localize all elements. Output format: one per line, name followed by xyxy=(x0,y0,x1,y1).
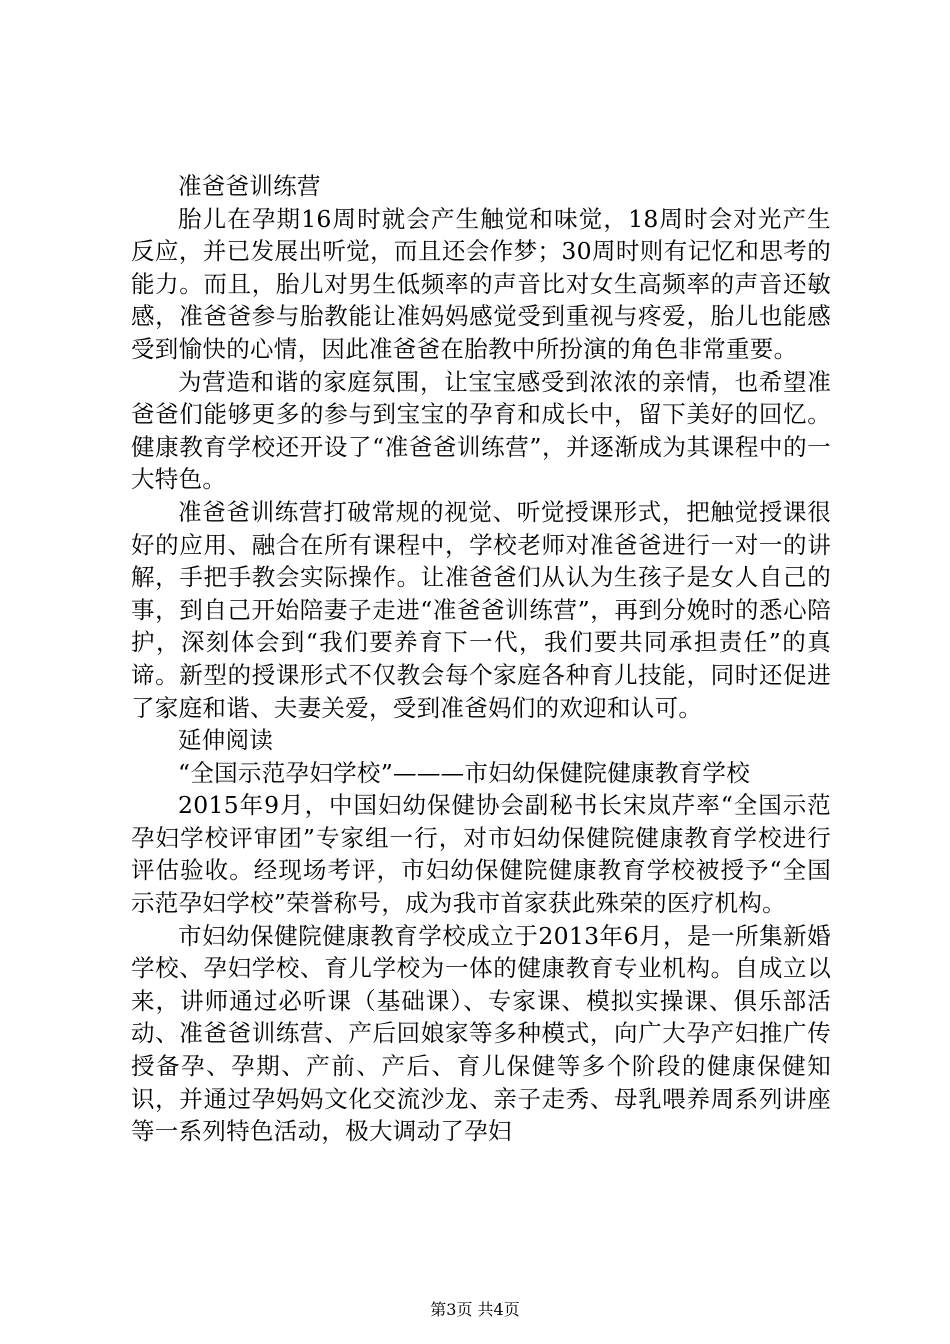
paragraph-school-intro: 市妇幼保健院健康教育学校成立于2013年6月，是一所集新婚学校、孕妇学校、育儿学校为一体的健康教育专业机构。自成立以来，讲师通过必听课（基础课）、专家课、模拟实操课、俱乐部活动、准爸爸训练营、产后回娘家等多种模式，向广大孕产妇推广传授备孕、孕期、产前、产后、育儿保健等多个阶段的健康保健知识，并通过孕妈妈文化交流沙龙、亲子走秀、母乳喂养周系列讲座等一系列特色活动，极大调动了孕妇 xyxy=(131,921,831,1146)
section-heading-extended-reading: 延伸阅读 xyxy=(178,726,274,755)
section-heading-dad-camp: 准爸爸训练营 xyxy=(178,172,321,200)
paragraph-fetal-senses: 胎儿在孕期16周时就会产生触觉和味觉，18周时会对光产生反应，并已发展出听觉，而且还会作梦；30周时则有记忆和思考的能力。而且，胎儿对男生低频率的声音比对女生高频率的声音还敏感，准爸爸参与胎教能让准妈妈感觉受到重视与疼爱，胎儿也能感受到愉快的心情，因此准爸爸在胎教中所扮演的角色非常重要。 xyxy=(131,204,831,363)
paragraph-training-format: 准爸爸训练营打破常规的视觉、听觉授课形式，把触觉授课很好的应用、融合在所有课程中，学校老师对准爸爸进行一对一的讲解，手把手教会实际操作。让准爸爸们从认为生孩子是女人自己的事，到自己开始陪妻子走进“准爸爸训练营”，再到分娩时的悉心陪护，深刻体会到“我们要养育下一代，我们要共同承担责任”的真谛。新型的授课形式不仅教会每个家庭各种育儿技能，同时还促进了家庭和谐、夫妻关爱，受到准爸妈们的欢迎和认可。 xyxy=(131,497,831,722)
document-body xyxy=(131,170,831,1148)
paragraph-family-atmosphere: 为营造和谐的家庭氛围，让宝宝感受到浓浓的亲情，也希望准爸爸们能够更多的参与到宝宝的孕育和成长中，留下美好的回忆。健康教育学校还开设了“准爸爸训练营”，并逐渐成为其课程中的一大特色。 xyxy=(131,367,831,494)
article-title: “全国示范孕妇学校”———市妇幼保健院健康教育学校 xyxy=(178,758,751,787)
page-number-footer: 第3页 共4页 xyxy=(430,1300,520,1319)
paragraph-award: 2015年9月，中国妇幼保健协会副秘书长宋岚芹率“全国示范孕妇学校评审团”专家组一行，对市妇幼保健院健康教育学校进行评估验收。经现场考评，市妇幼保健院健康教育学校被授予“全国示范孕妇学校”荣誉称号，成为我市首家获此殊荣的医疗机构。 xyxy=(131,791,831,918)
